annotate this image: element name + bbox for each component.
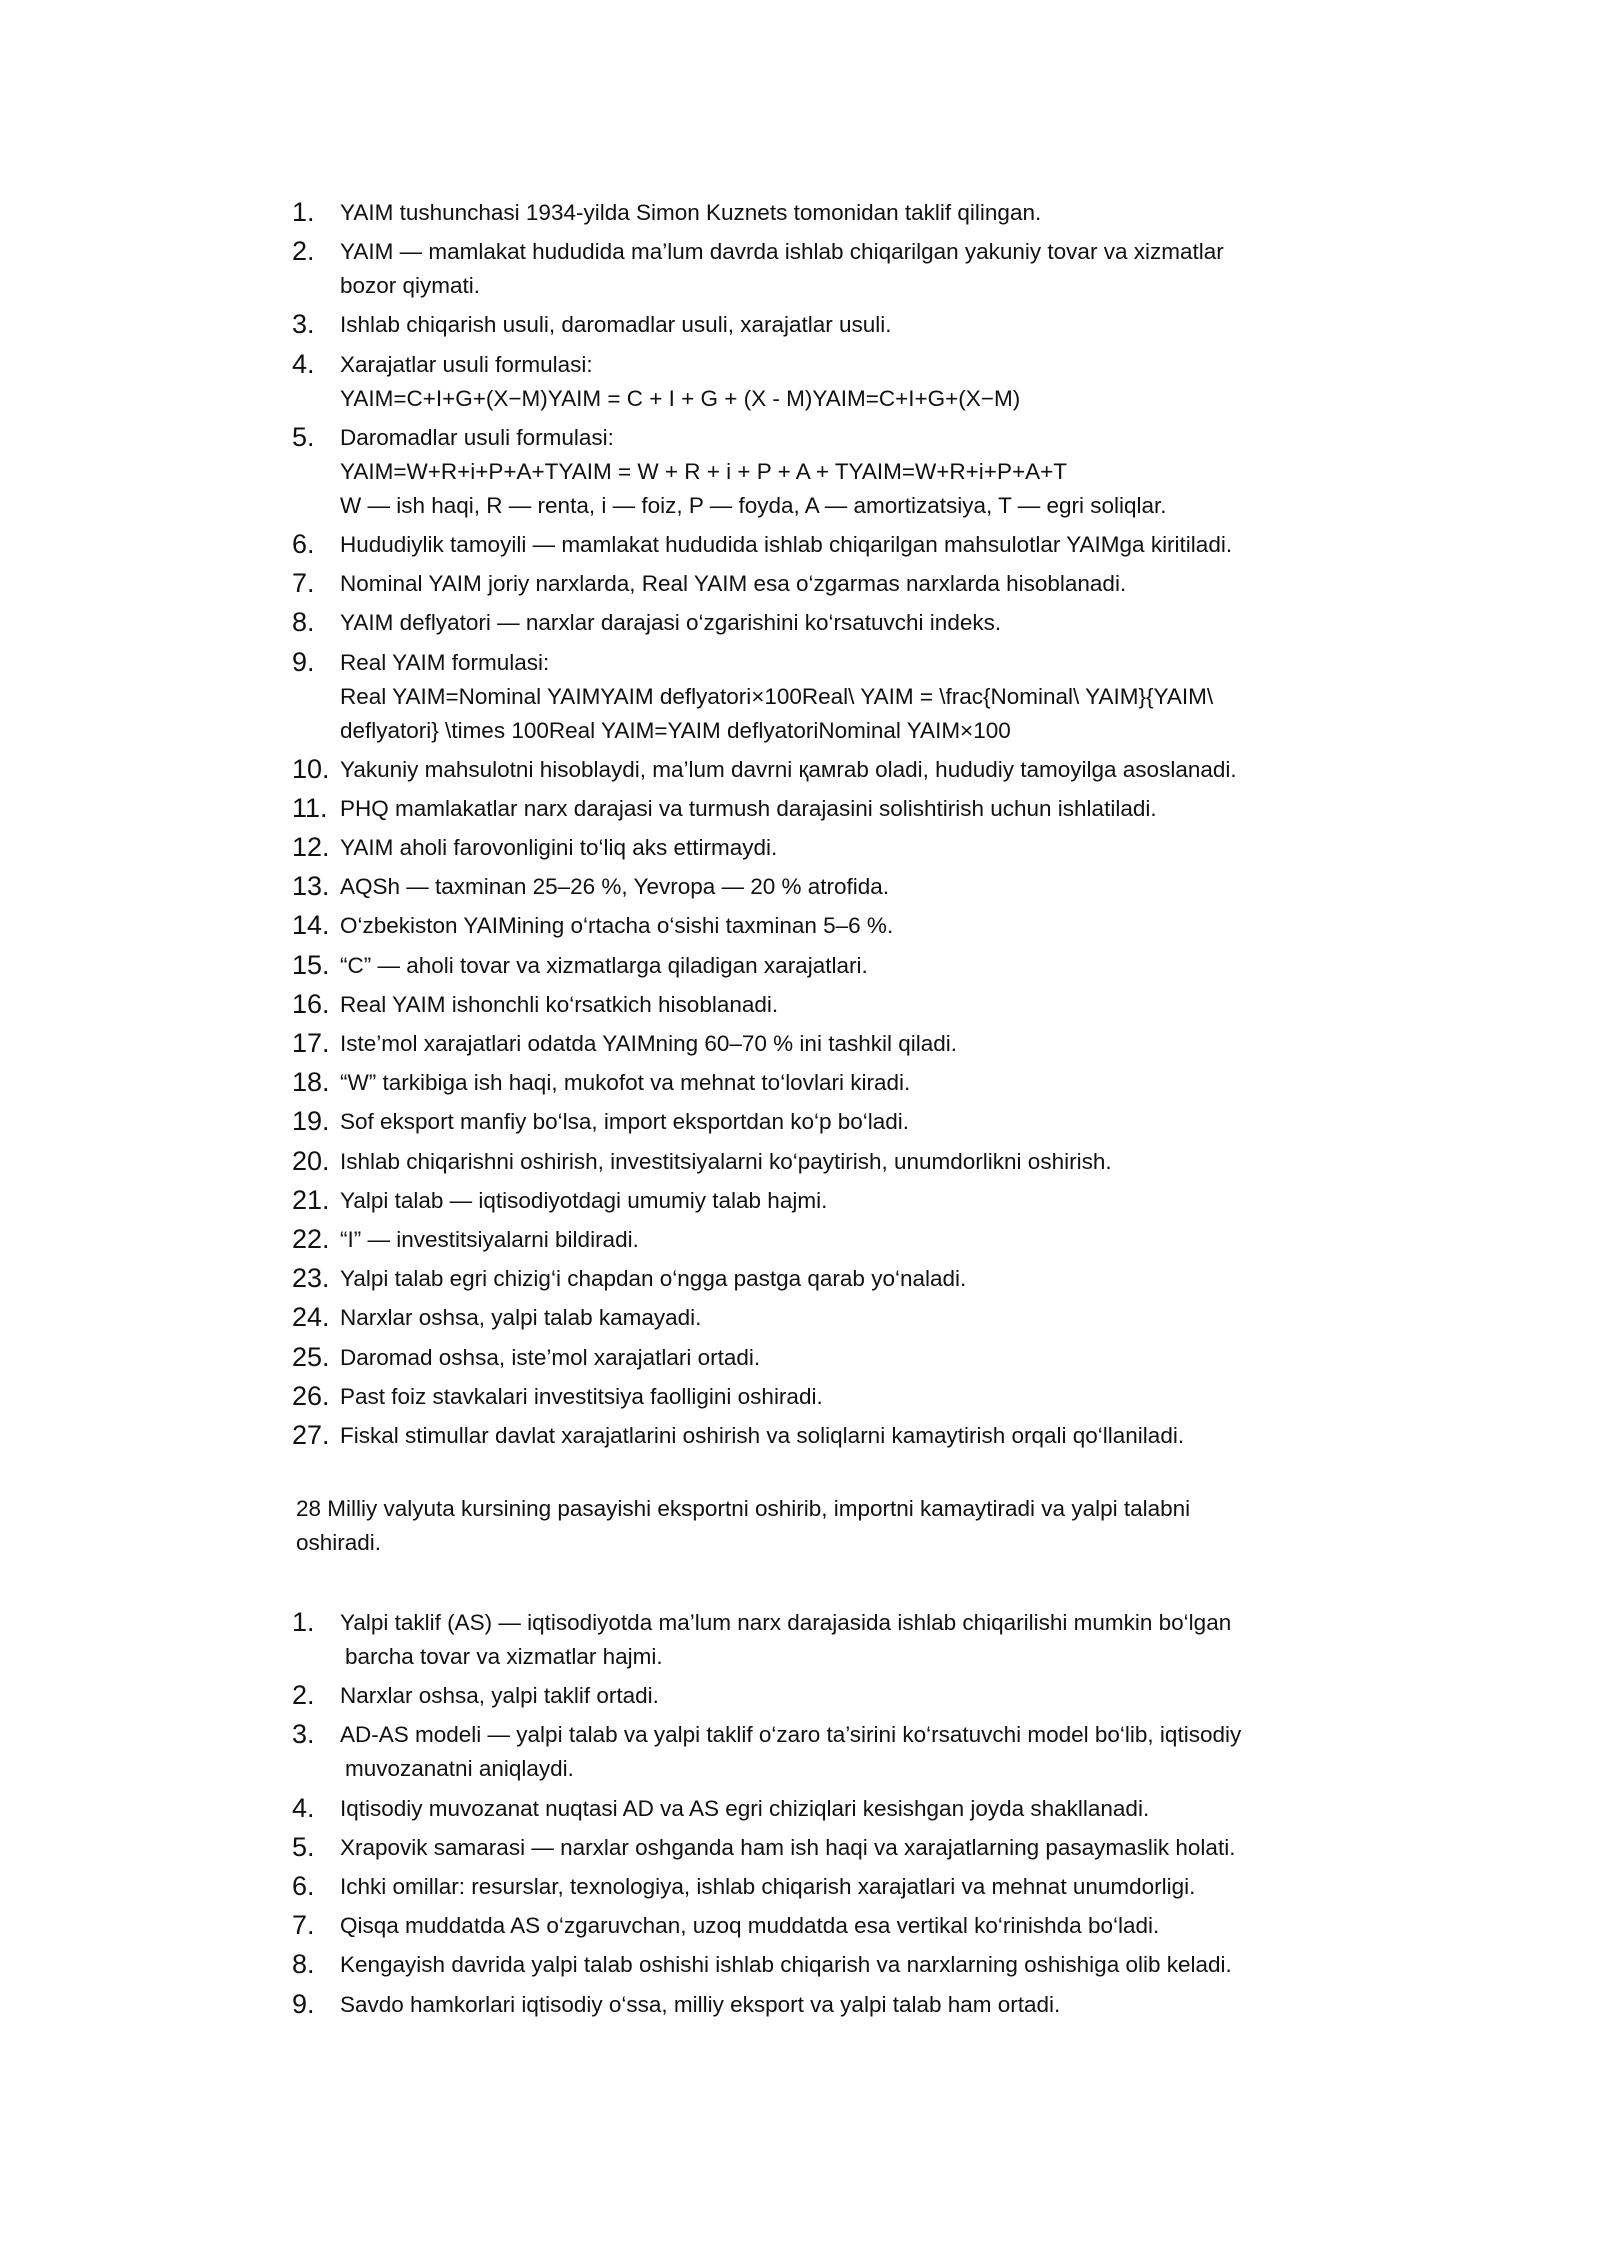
list-item-number: 17. — [292, 1028, 330, 1058]
list-item-text: YAIM tushunchasi 1934-yilda Simon Kuznets tomonidan taklif qilingan. — [340, 200, 1042, 225]
list-item-number: 6. — [292, 528, 315, 559]
list-item — [292, 646, 1372, 748]
list-item-number: 5. — [292, 1831, 315, 1862]
list-item — [292, 1223, 1372, 1257]
list-item-text: PHQ mamlakatlar narx darajasi va turmush darajasini solishtirish uchun ishlatiladi. — [340, 795, 1157, 821]
numbered-list-2 — [292, 1606, 1372, 2027]
list-item — [292, 1184, 1372, 1218]
list-item-text: “I” — investitsiyalarni bildiradi. — [340, 1226, 639, 1252]
list-item — [292, 1679, 1372, 1713]
list-item — [292, 1301, 1372, 1335]
list-item-text: Nominal YAIM joriy narxlarda, Real YAIM esa o‘zgarmas narxlarda hisoblanadi. — [340, 571, 1127, 597]
list-item-number: 22. — [292, 1223, 330, 1254]
list-item-number: 26. — [292, 1380, 330, 1411]
list-item-text: AQSh — taxminan 25–26 %, Yevropa — 20 % atrofida. — [340, 874, 890, 900]
list-item — [292, 1380, 1372, 1414]
list-item-number: 25. — [292, 1341, 330, 1372]
list-item-continuation: W — ish haqi, R — renta, i — foiz, P — foyda, A — amortizatsiya, T — egri soliqlar. — [340, 492, 1167, 518]
list-item — [292, 1870, 1372, 1904]
list-item-continuation: deflyatori} \times 100Real YAIM=YAIM deflyatoriNominal YAIM×100 — [340, 717, 1011, 743]
list-item-text: Yalpi talab egri chizig‘i chapdan o‘ngga pastga qarab yo‘naladi. — [340, 1266, 967, 1292]
list-item-text: “C” — aholi tovar va xizmatlarga qiladigan xarajatlari. — [340, 952, 868, 978]
list-item-text: YAIM aholi farovonligini to‘liq aks ettirmaydi. — [340, 835, 778, 861]
list-item — [292, 421, 1372, 523]
list-item — [292, 1027, 1372, 1061]
list-item-number: 24. — [292, 1302, 330, 1333]
list-item — [292, 1262, 1372, 1296]
list-item — [292, 1988, 1372, 2022]
list-item-text: Savdo hamkorlari iqtisodiy o‘ssa, milliy eksport va yalpi talab ham ortadi. — [340, 1991, 1061, 2017]
list-item-text: Real YAIM ishonchli ko‘rsatkich hisoblanadi. — [340, 991, 779, 1017]
list-item — [292, 567, 1372, 601]
list-item — [292, 1606, 1372, 1674]
list-item-text: YAIM deflyatori — narxlar darajasi o‘zgarishini ko‘rsatuvchi indeks. — [340, 610, 1002, 636]
list-item-continuation: bozor qiymati. — [340, 273, 481, 299]
list-item-number: 10. — [292, 753, 330, 784]
list-item-text: Ichki omillar: resurslar, texnologiya, ishlab chiqarish xarajatlari va mehnat unumdorligi. — [340, 1873, 1196, 1899]
list-item-text: Ishlab chiqarish usuli, daromadlar usuli, xarajatlar usuli. — [340, 312, 892, 338]
list-item-number: 4. — [292, 1792, 315, 1823]
list-item — [292, 1145, 1372, 1179]
list-item — [292, 235, 1372, 303]
list-item-number: 1. — [292, 197, 315, 227]
list-item — [292, 1341, 1372, 1375]
list-item-text: AD-AS modeli — yalpi talab va yalpi taklif o‘zaro ta’sirini ko‘rsatuvchi model bo‘lib, iqtisodiy — [340, 1722, 1242, 1748]
list-item-number: 11. — [292, 792, 328, 823]
list-item-number: 3. — [292, 1719, 315, 1750]
list-item-text: Fiskal stimullar davlat xarajatlarini oshirish va soliqlarni kamaytirish orqali qo‘llaniladi. — [340, 1422, 1185, 1448]
list-item-text: Qisqa muddatda AS o‘zgaruvchan, uzoq muddatda esa vertikal ko‘rinishda bo‘ladi. — [340, 1913, 1160, 1939]
list-item-text: YAIM — mamlakat hududida ma’lum davrda ishlab chiqarilgan yakuniy tovar va xizmatlar — [340, 239, 1224, 265]
list-item — [292, 1718, 1372, 1786]
paragraph-line: oshiradi. — [296, 1530, 382, 1555]
list-item — [292, 1909, 1372, 1943]
list-item-number: 13. — [292, 871, 330, 902]
list-item-number: 2. — [292, 236, 315, 267]
list-item-text: O‘zbekiston YAIMining o‘rtacha o‘sishi taxminan 5–6 %. — [340, 913, 894, 939]
list-item-number: 12. — [292, 832, 330, 863]
list-item-text: Ishlab chiqarishni oshirish, investitsiyalarni ko‘paytirish, unumdorlikni oshirish. — [340, 1148, 1112, 1174]
list-item — [292, 1831, 1372, 1865]
list-item — [292, 831, 1372, 865]
list-item — [292, 308, 1372, 342]
list-item-number: 15. — [292, 949, 330, 980]
list-item — [292, 196, 1372, 230]
list-item-number: 23. — [292, 1263, 330, 1294]
list-item-number: 19. — [292, 1106, 330, 1137]
list-item-number: 3. — [292, 309, 315, 340]
list-item-continuation: Real YAIM=Nominal YAIMYAIM deflyatori×100Real\ YAIM = \frac{Nominal\ YAIM}{YAIM\ — [340, 683, 1214, 709]
list-item-text: Sof eksport manfiy bo‘lsa, import eksportdan ko‘p bo‘ladi. — [340, 1109, 910, 1135]
list-item — [292, 909, 1372, 943]
list-item-text: Iste’mol xarajatlari odatda YAIMning 60–70 % ini tashkil qiladi. — [340, 1031, 958, 1056]
list-item-number: 1. — [292, 1607, 315, 1637]
list-item-number: 27. — [292, 1419, 330, 1450]
list-item-number: 20. — [292, 1145, 330, 1176]
list-item — [292, 949, 1372, 983]
list-item-number: 8. — [292, 1949, 315, 1980]
list-item-text: Iqtisodiy muvozanat nuqtasi AD va AS egri chiziqlari kesishgan joyda shakllanadi. — [340, 1795, 1150, 1821]
list-item-number: 8. — [292, 607, 315, 638]
list-item — [292, 348, 1372, 416]
paragraph-28 — [296, 1492, 1336, 1560]
list-item-text: Daromadlar usuli formulasi: — [340, 424, 614, 450]
list-item — [292, 1066, 1372, 1100]
list-item-number: 4. — [292, 348, 315, 379]
list-item-number: 21. — [292, 1184, 330, 1215]
list-item — [292, 606, 1372, 640]
list-item-continuation: barcha tovar va xizmatlar hajmi. — [345, 1644, 663, 1669]
list-item-number: 9. — [292, 646, 315, 677]
list-item-number: 9. — [292, 1988, 315, 2019]
list-item — [292, 792, 1372, 826]
list-item-text: Yalpi taklif (AS) — iqtisodiyotda ma’lum narx darajasida ishlab chiqarilishi mumkin bo‘lgan — [340, 1610, 1232, 1635]
list-item-continuation: YAIM=C+I+G+(X−M)YAIM = C + I + G + (X - M)YAIM=C+I+G+(X−M) — [340, 385, 1021, 411]
list-item-text: Real YAIM formulasi: — [340, 649, 550, 675]
list-item — [292, 1948, 1372, 1982]
list-item-text: Xrapovik samarasi — narxlar oshganda ham ish haqi va xarajatlarning pasaymaslik holati. — [340, 1834, 1236, 1860]
list-item-text: Yalpi talab — iqtisodiyotdagi umumiy talab hajmi. — [340, 1187, 828, 1213]
list-item-number: 5. — [292, 421, 315, 452]
list-item — [292, 753, 1372, 787]
list-item-continuation: YAIM=W+R+i+P+A+TYAIM = W + R + i + P + A + TYAIM=W+R+i+P+A+T — [340, 458, 1067, 484]
list-item-number: 7. — [292, 568, 315, 599]
list-item-text: “W” tarkibiga ish haqi, mukofot va mehnat to‘lovlari kiradi. — [340, 1070, 911, 1096]
list-item-text: Yakuniy mahsulotni hisoblaydi, ma’lum davrni қамrab oladi, hududiy tamoyilga asoslanadi. — [340, 756, 1237, 782]
list-item-text: Narxlar oshsa, yalpi taklif ortadi. — [340, 1683, 659, 1709]
list-item-text: Hududiylik tamoyili — mamlakat hududida ishlab chiqarilgan mahsulotlar YAIMga kiritiladi. — [340, 531, 1233, 557]
list-item-number: 16. — [292, 988, 330, 1019]
list-item — [292, 1419, 1372, 1453]
list-item — [292, 1792, 1372, 1826]
paragraph-line: 28 Milliy valyuta kursining pasayishi eksportni oshirib, importni kamaytiradi va yalpi talabni — [296, 1496, 1191, 1521]
list-item-text: Daromad oshsa, iste’mol xarajatlari ortadi. — [340, 1344, 761, 1370]
list-item-number: 14. — [292, 910, 330, 941]
list-item — [292, 988, 1372, 1022]
list-item-number: 18. — [292, 1067, 330, 1098]
list-item-number: 7. — [292, 1910, 315, 1941]
numbered-list-1 — [292, 196, 1372, 1458]
list-item — [292, 528, 1372, 562]
list-item — [292, 870, 1372, 904]
list-item-text: Kengayish davrida yalpi talab oshishi ishlab chiqarish va narxlarning oshishiga olib keladi. — [340, 1952, 1232, 1978]
list-item-number: 2. — [292, 1680, 315, 1711]
list-item-text: Past foiz stavkalari investitsiya faolligini oshiradi. — [340, 1383, 823, 1409]
list-item-continuation: muvozanatni aniqlaydi. — [345, 1756, 574, 1782]
list-item — [292, 1105, 1372, 1139]
list-item-text: Narxlar oshsa, yalpi talab kamayadi. — [340, 1305, 702, 1331]
list-item-text: Xarajatlar usuli formulasi: — [340, 351, 593, 377]
list-item-number: 6. — [292, 1870, 315, 1901]
